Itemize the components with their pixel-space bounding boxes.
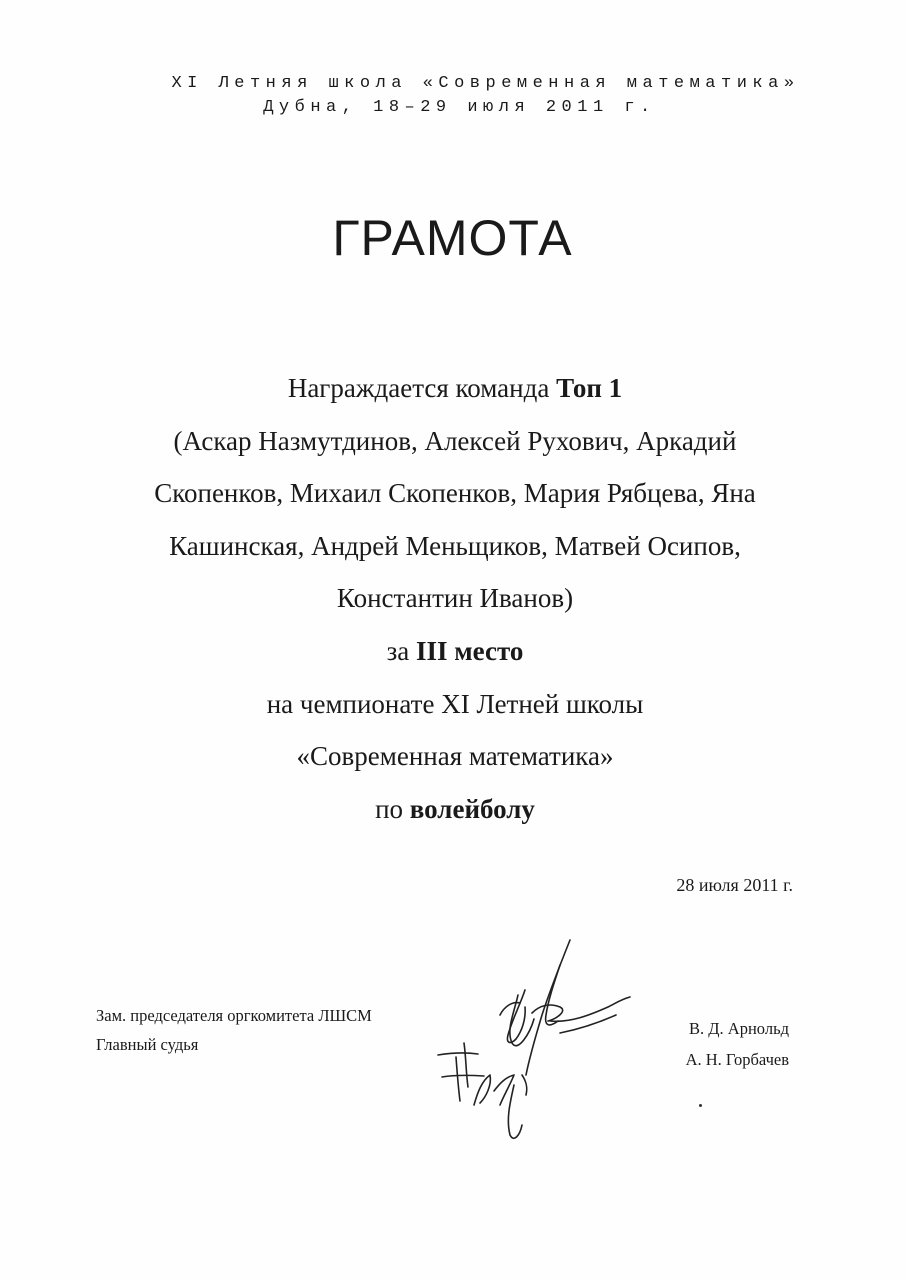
- team-name: Топ 1: [556, 373, 623, 403]
- award-intro-line: [110, 362, 800, 415]
- issue-date: 28 июля 2011 г.: [676, 875, 793, 895]
- name-gorbachev: А. Н. Горбачев: [685, 1050, 789, 1069]
- signatory-names: [686, 1013, 789, 1075]
- sport-value: волейболу: [409, 793, 535, 824]
- event-line-2: «Современная математика»: [296, 741, 614, 772]
- place-value: III место: [416, 635, 524, 666]
- sport-line: [110, 783, 800, 836]
- team-members-line-2: Скопенков, Михаил Скопенков, Мария Рябцева, Яна: [154, 478, 756, 509]
- signature-stroke: [522, 1075, 527, 1095]
- signature-stroke: [464, 1043, 468, 1087]
- handwritten-signatures: [430, 935, 650, 1150]
- award-intro: Награждается команда: [287, 373, 557, 403]
- award-text: [110, 362, 800, 835]
- name-arnold: В. Д. Арнольд: [689, 1019, 789, 1038]
- document-title: ГРАМОТА: [332, 210, 573, 266]
- team-members-line-3: Кашинская, Андрей Меньщиков, Матвей Осипов,: [169, 530, 741, 561]
- event-header-line2: Дубна, 18–29 июля 2011 г.: [263, 98, 656, 117]
- signature-stroke: [456, 1057, 460, 1101]
- event-header: [0, 72, 905, 120]
- signatory-roles: [96, 1001, 372, 1059]
- role-chief-judge: Главный судья: [96, 1035, 199, 1054]
- place-line: [110, 625, 800, 678]
- role-vice-chair: Зам. председателя оргкомитета ЛШСМ: [96, 1006, 372, 1025]
- sport-prefix: по: [375, 793, 410, 824]
- team-members-line-4: Константин Иванов): [336, 583, 574, 614]
- signature-stroke: [438, 1053, 478, 1055]
- place-prefix: за: [386, 635, 417, 666]
- signature-stroke: [474, 1075, 490, 1105]
- signature-stroke: [560, 1015, 616, 1033]
- signature-stroke: [442, 1075, 484, 1077]
- signature-stroke: [508, 1085, 522, 1138]
- scan-speck: [699, 1104, 702, 1107]
- team-members-line-1: (Аскар Назмутдинов, Алексей Рухович, Аркадий: [173, 425, 737, 456]
- event-line-1: на чемпионате XI Летней школы: [266, 688, 644, 719]
- event-header-line1: XI Летняя школа «Современная математика»: [171, 74, 800, 93]
